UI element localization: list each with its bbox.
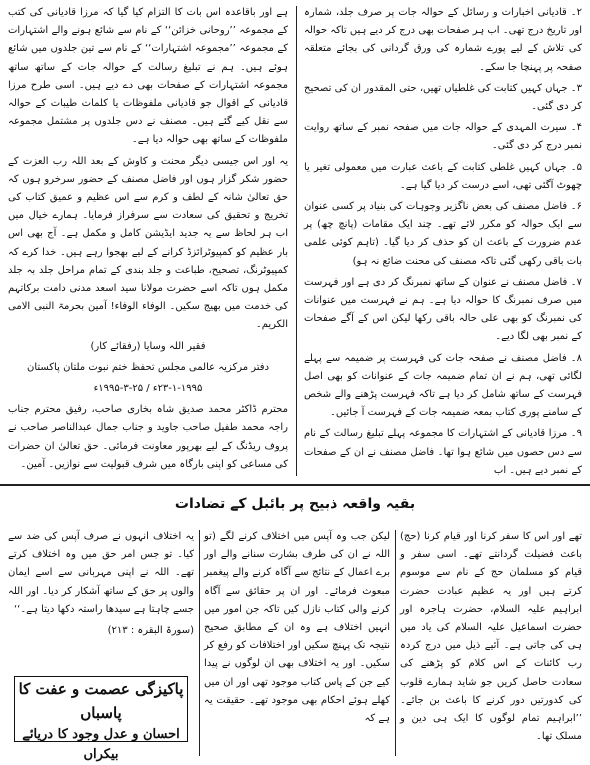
list-item: ۳۔ جہاں کہیں کتابت کی غلطیاں تھیں، حتی المقدور ان کی تصحیح کر دی گئی۔	[304, 82, 582, 113]
signature-name: فقیر اللہ وسایا (رفقائے کار)	[90, 340, 206, 352]
list-item: ۸۔ فاضل مصنف نے صفحہ جات کی فہرست پر ضمیمہ سے پہلے لگائی تھی، ہم نے ان تمام ضمیمہ جات کے عنوانات کو بھی اصل فہرست کے ساتھ شامل کر دیا ہے تاکہ فہرست پڑھنے والے شخص کے سامنے پوری کتاب بمعہ ضمیمہ جات کے فہرست آ جائیں۔	[304, 352, 582, 419]
list-item: ۶۔ فاضل مصنف کی بعض ناگزیر وجوہات کی بنیاد پر کسی عنوان سے ایک حوالہ کو مکرر لائے تھے۔ چند ایک مقامات (پانچ چھ) پر عدم ضرورت کے باعث ان کو حذف کر دیا گیا۔ (تاہم کوئی علمی بات باقی رکھی گئی تاکہ مصنف کی محنت ضائع نہ ہو)	[304, 201, 582, 267]
poetry-line: احسان و عدل وجود کا دریائے بیکراں	[22, 727, 180, 762]
top-left-column	[8, 4, 288, 479]
section-headline: بقیہ واقعہ ذبیح پر بائبل کے تضادات	[174, 496, 416, 512]
credit-paragraph: محترم ڈاکٹر محمد صدیق شاہ بخاری صاحب، رفیق محترم جناب راجہ محمد طفیل صاحب جاوید و جناب جمال عبدالناصر صاحب نے پروف ریڈنگ کے لیے بھرپور معاونت فرمائی۔ حق تعالیٰ ان حضرات کی مساعی کو اپنی بارگاہ میں شرف قبولیت سے نوازیں۔ آمین۔	[8, 404, 288, 470]
column-divider	[199, 530, 200, 756]
poetry-box	[14, 676, 188, 762]
signature-date: ۲۳-۱-۱۹۹۵ء / ۲۵-۳-۱۹۹۵ء	[93, 383, 203, 395]
paragraph: یہ اختلاف انہوں نے صرف آپس کی ضد سے کیا۔ تو جس امر حق میں وہ اختلاف کرتے تھے۔ اللہ نے اپنی مہربانی سے اسے ایمان والوں پر حق کے ساتھ آشکار کر دیا۔ اور اللہ جسے چاہتا ہے سیدھا راستہ دکھا دیتا ہے۔‘‘	[8, 531, 194, 615]
poetry-line: پاکیزگی عصمت و عفت کا پاسباں	[18, 680, 184, 722]
column-divider	[296, 6, 297, 476]
top-right-column	[304, 4, 582, 479]
paragraph: یہ اور اس جیسی دیگر محنت و کاوش کے بعد اللہ رب العزت کے حضور شکر گزار ہوں اور فاضل مصنف کے حضور سرخرو ہوں کہ حق تعالیٰ شانہ کے لطف و کرم سے اس عظیم و عمیق کتاب کی تخریج و تحقیق کی سعادت سے سرفراز فرمایا۔ ہمارے خیال میں اب ہر لحاظ سے یہ جدید ایڈیشن کامل و مکمل ہے۔ آج بھی اس بار عظیم کو کمپیوٹرائزڈ کرانے کے لیے بھجوا رہے ہیں۔ خدا کرے کہ کمپیوٹرنگ، تصحیح، طباعت و جلد بندی کے تمام مراحل جلد بہ جلد مکمل ہوں تاکہ اسے حضرت مولانا سید اسعد مدنی دامت برکاتہم کی خدمت میں بھیج سکیں۔ الوفاء الوفاء! آمین بحرمۃ النبی الامی الکریم۔	[8, 155, 288, 331]
list-item: ۷۔ فاضل مصنف نے عنوان کے ساتھ نمبرنگ کر دی ہے اور فہرست میں صرف نمبرنگ کا حوالہ دیا ہے۔ ہم نے فہرست میں عنوانات کی نمبرنگ کو بھی علی حالہ باقی رکھا لیکن اس کے آگے صفحات کے نمبر بھی لگا دیے۔	[304, 276, 582, 343]
list-item: ۲۔ قادیانی اخبارات و رسائل کے حوالہ جات پر صرف جلد، شمارہ اور تاریخ درج تھی۔ اب ہر صفحات بھی درج کر دیے ہیں تاکہ حوالہ کی تلاش کے لیے پورے شمارہ کی ورق گردانی کی بجائے متعلقہ صفحہ پر پہنچا جا سکے۔	[304, 7, 582, 73]
signature-office: دفتر مرکزیہ عالمی مجلس تحفظ ختم نبوت ملتان پاکستان	[26, 361, 270, 373]
section-separator	[0, 484, 590, 486]
verse-citation: (سورۃ البقرہ : ۲۱۳)	[107, 625, 194, 637]
list-item: ۴۔ سیرت المہدی کے حوالہ جات میں صفحہ نمبر کے ساتھ روایت نمبر درج کر دی گئی۔	[304, 122, 582, 152]
bottom-left-column	[8, 528, 194, 652]
bottom-middle-column: لیکن جب وہ آپس میں اختلاف کرنے لگے (تو اللہ نے ان کی طرف بشارت سنانے والے اور برے اعمال کے نتائج سے آگاہ کرنے والے پیغمبر مبعوث فرمائے۔ اور ان پر حقائق سے آگاہ کرنے والی کتاب نازل کیں تاکہ جن امور میں انہیں اختلاف ہے وہ ان کے مطابق صحیح نتیجہ تک پہنچ سکیں اور اختلافات کو رفع کر سکیں۔ اور یہ اختلاف بھی ان لوگوں نے پیدا کیے جن کے پاس کتاب موجود تھی اور ان میں کھلے ہوئے احکام بھی موجود تھے۔ حقیقت یہ ہے کہ	[204, 531, 390, 725]
list-item: ۹۔ مرزا قادیانی کے اشتہارات کا مجموعہ پہلے تبلیغ رسالت کے نام سے دس حصوں میں شائع ہوا تھا۔ فاضل مصنف نے ان کے صفحات کے نمبر دیے ہیں۔ اب	[304, 428, 582, 476]
column-divider	[395, 530, 396, 756]
bottom-right-column: تھے اور اس کا سفر کرنا اور قیام کرنا (حج) باعث فضیلت گردانتے تھے۔ اسی سفر و قیام کو مسلمان حج کے نام سے موسوم کرتے ہیں اور یہ عظیم عبادت حضرت ابراہیم علیہ السلام، حضرت ہاجرہ اور حضرت اسماعیل علیہ السلام کی یاد میں ہی کی جاتی ہے۔ آئیے ذیل میں درج کردہ رب کائنات کے اس کلام کو پڑھنے کی سعادت حاصل کریں جو شاید ہمارے قلوب کی کدورتیں دور کرنے کا باعث بن جائے۔ ’’ابراہیم تمام لوگوں کا ایک ہی دین و مسلک تھا۔	[400, 531, 582, 743]
paragraph: ہے اور باقاعدہ اس بات کا التزام کیا گیا کہ مرزا قادیانی کی کتب کے مجموعہ ’’روحانی خزائن‘‘ کے نام سے شائع ہونے والے اشتہارات کے مجموعہ ’’مجموعہ اشتہارات‘‘ کے نام سے تین جلدوں میں شائع ہوئے ہیں۔ ہم نے تبلیغ رسالت کے حوالہ جات کے ساتھ ساتھ مجموعہ اشتہارات کے صفحات بھی دے دیے ہیں۔ اسی طرح مرزا قادیانی کے اقوال جو قادیانی ملفوظات یا کلمات طیبات کے حوالہ سے نقل کیے گئے ہیں۔ مصنف نے دس جلدوں پر مشتمل مجموعہ ملفوظات کے ساتھ بھی حوالہ دیا ہے۔	[8, 7, 288, 146]
list-item: ۵۔ جہاں کہیں غلطی کتابت کے باعث عبارت میں معمولی تغیر یا چھوٹ آگئی تھی، اسے درست کر دیا گیا ہے۔	[304, 161, 582, 191]
